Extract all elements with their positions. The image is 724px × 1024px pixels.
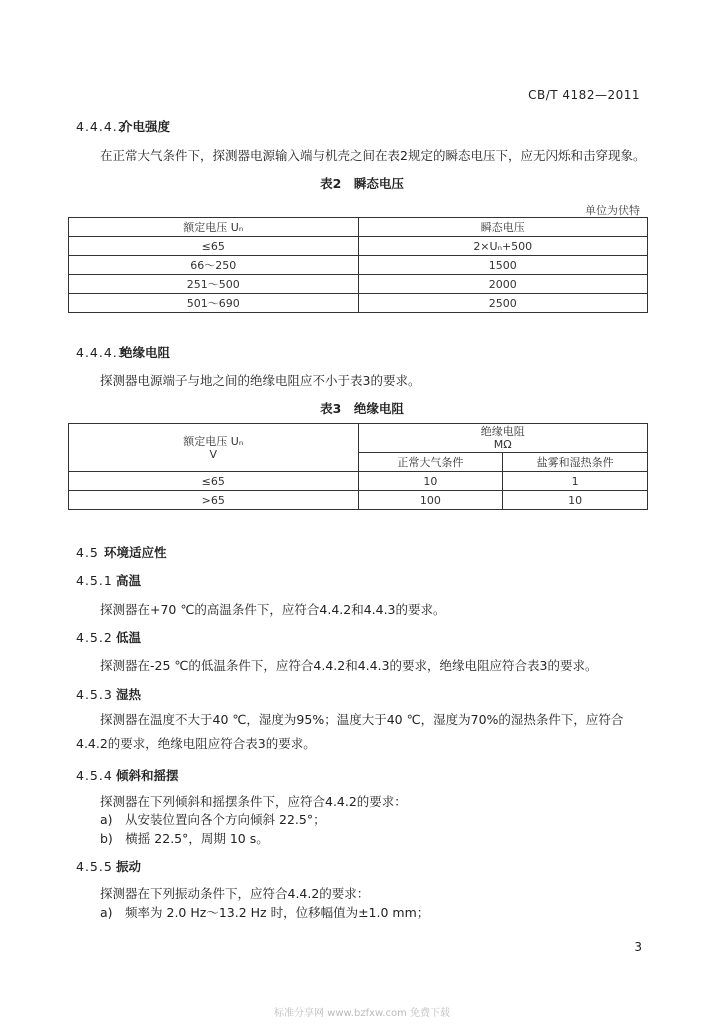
table-row: [69, 256, 648, 275]
standard-number: CB/T 4182—2011: [528, 88, 640, 102]
section-heading-451: [76, 571, 141, 589]
table-header-cell: 盐雾和湿热条件: [503, 453, 648, 472]
section-heading-453: [76, 685, 141, 703]
table-header-cell: 瞬态电压: [358, 218, 648, 237]
section-title: 振动: [116, 859, 142, 874]
table3: [68, 423, 648, 510]
table-row: [69, 491, 648, 510]
paragraph-low-temp: 探测器在-25 ℃的低温条件下，应符合4.4.2和4.4.3的要求，绝缘电阻应符合表3的要求。: [100, 658, 598, 673]
table3-caption: 表3 绝缘电阻: [320, 401, 404, 416]
table-header-cell: 正常大气条件: [358, 453, 503, 472]
table2: [68, 217, 648, 313]
section-title: 湿热: [116, 687, 142, 702]
table-cell: 66～250: [69, 256, 359, 275]
header-voltage-unit: V: [209, 447, 218, 461]
section-number: 4.5.1: [76, 573, 113, 588]
table-cell: 501～690: [69, 294, 359, 313]
section-heading-454: [76, 766, 179, 784]
table-cell: >65: [69, 491, 359, 510]
table-cell: 1: [503, 472, 648, 491]
list-item: a) 频率为 2.0 Hz～13.2 Hz 时，位移幅值为±1.0 mm；: [100, 905, 430, 920]
table2-caption: 表2 瞬态电压: [320, 176, 404, 191]
table-header-cell: 额定电压 Uₙ: [69, 218, 359, 237]
table-cell: 2000: [358, 275, 648, 294]
section-number: 4.5.2: [76, 630, 113, 645]
section-heading-45: [76, 543, 167, 561]
section-title: 环境适应性: [104, 545, 167, 560]
section-heading-4443: [76, 343, 170, 361]
list-item: a) 从安装位置向各个方向倾斜 22.5°；: [100, 812, 326, 827]
table-cell: 251～500: [69, 275, 359, 294]
table-cell: 10: [358, 472, 503, 491]
paragraph-vibration: 探测器在下列振动条件下，应符合4.4.2的要求：: [100, 886, 370, 901]
section-title: 高温: [116, 573, 142, 588]
table-header-cell: [358, 424, 648, 453]
table-cell: 10: [503, 491, 648, 510]
table-cell: 2500: [358, 294, 648, 313]
table2-unit: 单位为伏特: [585, 204, 640, 217]
section-heading-455: [76, 857, 141, 875]
paragraph-high-temp: 探测器在+70 ℃的高温条件下，应符合4.4.2和4.4.3的要求。: [100, 602, 446, 617]
table-header-cell: [69, 424, 359, 472]
header-resistance-unit: MΩ: [493, 438, 512, 451]
table-row: [69, 275, 648, 294]
table-cell: 100: [358, 491, 503, 510]
page-number: 3: [634, 940, 642, 954]
table-header-row: [69, 218, 648, 237]
watermark-text: 标准分享网 www.bzfxw.com 免费下载: [274, 1008, 450, 1019]
section-number: 4.5.3: [76, 687, 113, 702]
table-row: [69, 472, 648, 491]
section-title: 绝缘电阻: [120, 345, 171, 360]
table-cell: ≤65: [69, 472, 359, 491]
paragraph-tilt: 探测器在下列倾斜和摇摆条件下，应符合4.4.2的要求：: [100, 794, 407, 809]
table-row: [69, 237, 648, 256]
section-title: 低温: [116, 630, 142, 645]
header-voltage-label: 额定电压 Uₙ: [183, 434, 244, 448]
table-row: [69, 294, 648, 313]
table-cell: 1500: [358, 256, 648, 275]
section-heading-4442: [76, 117, 170, 135]
table-cell: 2×Uₙ+500: [358, 237, 648, 256]
list-item: b) 横摇 22.5°，周期 10 s。: [100, 831, 269, 846]
paragraph-insulation: 探测器电源端子与地之间的绝缘电阻应不小于表3的要求。: [100, 373, 421, 388]
section-number: 4.5.4: [76, 768, 113, 783]
section-number: 4.5: [76, 545, 99, 560]
table-header-row: [69, 424, 648, 453]
section-title: 倾斜和摇摆: [116, 768, 179, 783]
section-heading-452: [76, 628, 141, 646]
table-cell: ≤65: [69, 237, 359, 256]
header-resistance-label: 绝缘电阻: [480, 425, 525, 438]
paragraph-dielectric: 在正常大气条件下，探测器电源输入端与机壳之间在表2规定的瞬态电压下，应无闪烁和击穿现象。: [100, 148, 646, 163]
section-title: 介电强度: [120, 119, 171, 134]
paragraph-damp-heat: 探测器在温度不大于40 ℃，湿度为95%；温度大于40 ℃，湿度为70%的湿热条件下，应符合4.4.2的要求，绝缘电阻应符合表3的要求。: [76, 712, 624, 751]
section-number: 4.5.5: [76, 859, 113, 874]
section-number: 4.4.4.3: [76, 345, 127, 360]
section-number: 4.4.4.2: [76, 119, 127, 134]
